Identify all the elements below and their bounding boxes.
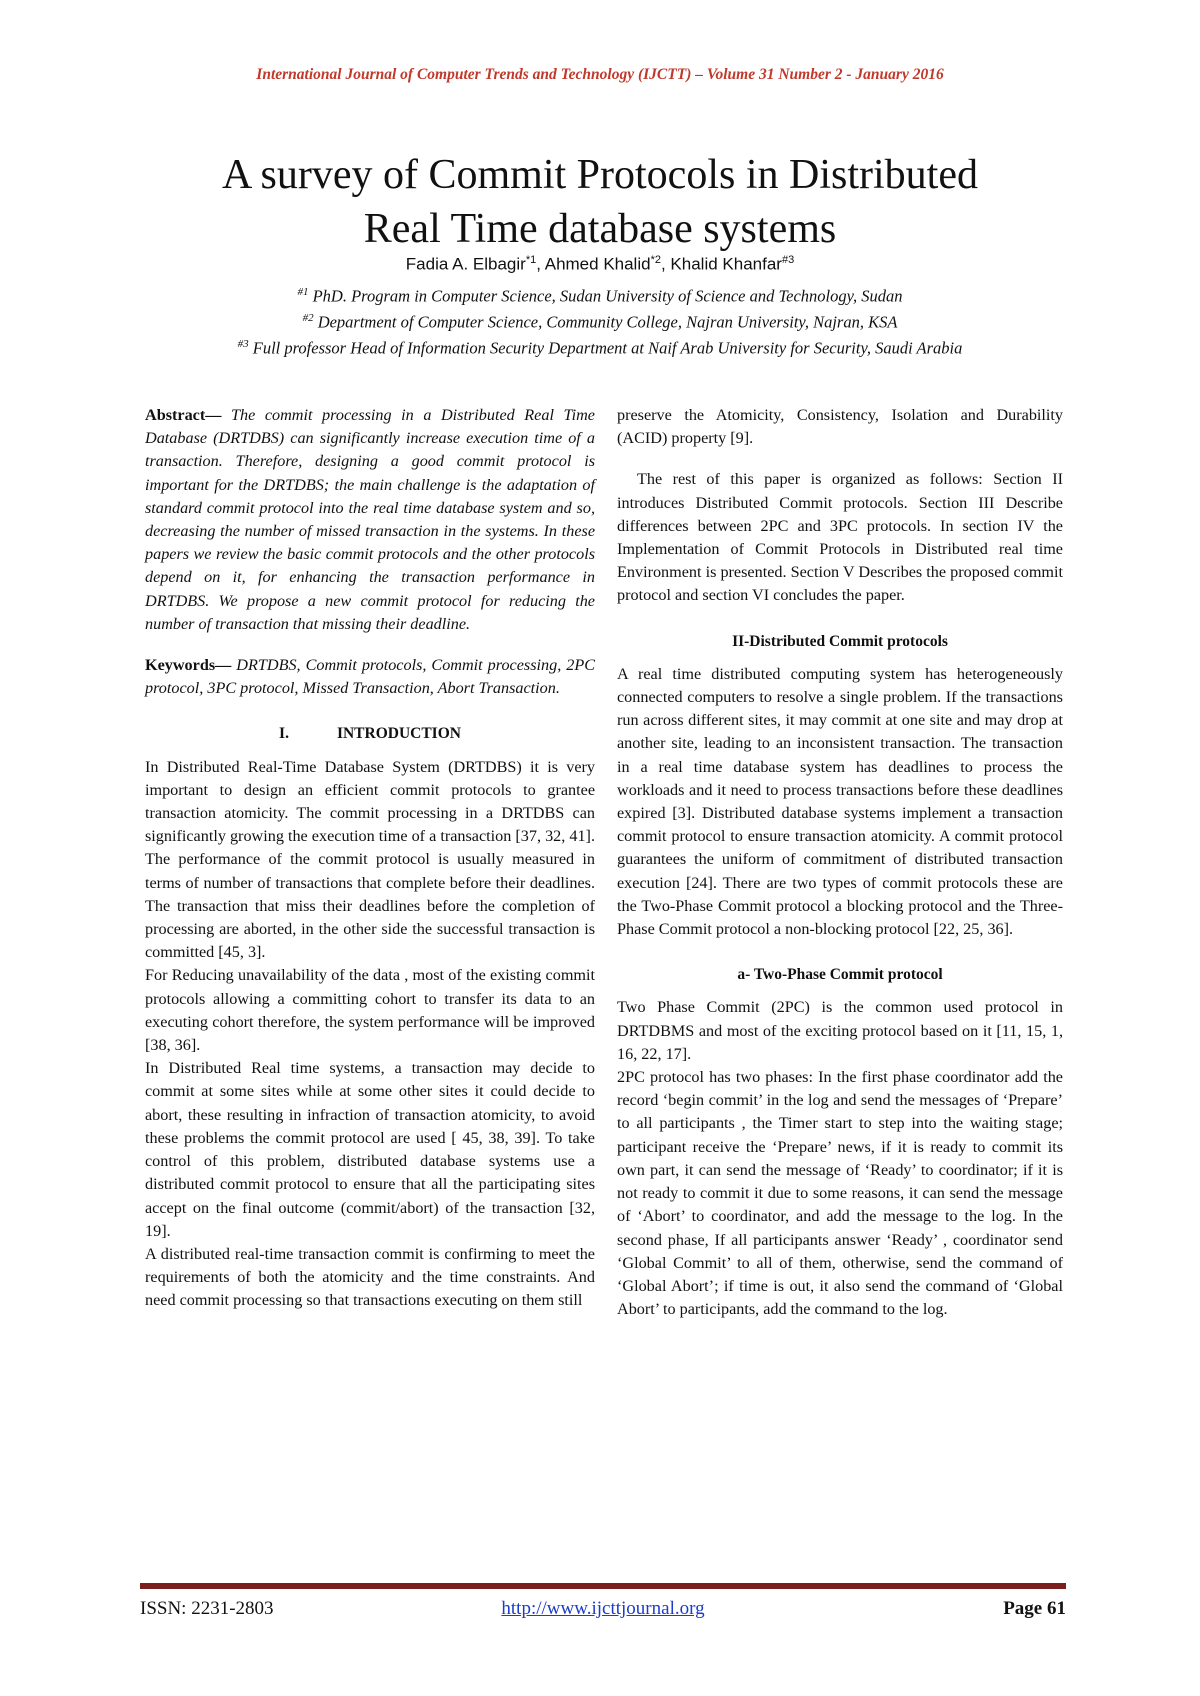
- keywords-label: Keywords—: [145, 656, 232, 675]
- paper-title: [100, 148, 1100, 256]
- intro-paragraph-4: A distributed real-time transaction commit is confirming to meet the requirements of both the atomicity and the time constraints. And need commit processing so that transactions executing on them still: [145, 1244, 595, 1310]
- right-paragraph-4: Two Phase Commit (2PC) is the common used protocol in DRTDBMS and most of the exciting protocol based on it [11, 15, 1, 16, 22, 17].: [617, 998, 1063, 1063]
- affiliation-3-sup: #3: [237, 338, 249, 350]
- keywords-text: DRTDBS, Commit protocols, Commit processing, 2PC protocol, 3PC protocol, Missed Transaction, Abort Transaction.: [145, 656, 595, 698]
- left-column: [145, 404, 595, 1313]
- right-paragraph-2: The rest of this paper is organized as follows: Section II introduces Distributed Commit protocols. Section III Describe differences between 2PC and 3PC protocols. In section IV the Implementation of Commit Protocols in Distributed real time Environment is presented. Section V Describes the proposed commit protocol and section VI concludes the paper.: [617, 470, 1063, 605]
- right-paragraph-3: A real time distributed computing system has heterogeneously connected computers to resolve a single problem. If the transactions run across different sites, it may commit at one site and may drop at another site, leading to an inconsistent transaction. The transaction in a real time database system has deadlines to process the workloads and it need to process transactions before these deadlines expired [3]. Distributed database systems implement a transaction commit protocol to ensure transaction atomicity. A commit protocol guarantees the uniform of commitment of distributed transaction execution [24]. There are two types of commit protocols these are the Two-Phase Commit protocol a blocking protocol and the Three-Phase Commit protocol a non-blocking protocol [22, 25, 36].: [617, 664, 1063, 939]
- author-2: , Ahmed Khalid: [536, 254, 651, 274]
- journal-header: International Journal of Computer Trends and Technology (IJCTT) – Volume 31 Number 2 - January 2016: [256, 66, 944, 83]
- title-line-2: Real Time database systems: [363, 206, 837, 252]
- abstract: [145, 404, 595, 636]
- keywords: [145, 654, 595, 700]
- abstract-text: The commit processing in a Distributed Real Time Database (DRTDBS) can significantly increase execution time of a transaction. Therefore, designing a good commit protocol is important for the DRTDBS; the main challenge is the adaptation of standard commit protocol into the real time database system and so, decreasing the number of missed transaction in the systems. In these papers we review the basic commit protocols and the other protocols depend on it, for enhancing the transaction performance in DRTDBS. We propose a new commit protocol for reducing the number of transaction that missing their deadline.: [145, 406, 595, 633]
- footer-page-number: Page 61: [1003, 1598, 1066, 1619]
- author-2-sup: *2: [650, 254, 661, 266]
- author-3-sup: #3: [781, 254, 795, 266]
- affiliation-1-sup: #1: [297, 286, 309, 298]
- affiliation-3: [0, 338, 1200, 359]
- section-number: I.: [279, 725, 289, 743]
- author-1-sup: *1: [525, 254, 537, 266]
- affiliation-2-text: Department of Computer Science, Community College, Najran University, Najran, KSA: [317, 312, 898, 332]
- author-1: Fadia A. Elbagir: [405, 254, 526, 274]
- affiliation-2: [0, 312, 1200, 333]
- affiliation-1: [0, 286, 1200, 307]
- author-3: , Khalid Khanfar: [660, 254, 782, 274]
- right-paragraph-1: preserve the Atomicity, Consistency, Isolation and Durability (ACID) property [9].: [617, 406, 1063, 448]
- right-paragraph-5: 2PC protocol has two phases: In the first phase coordinator add the record ‘begin commit’ in the log and send the messages of ‘Prepare’ to all participants , the Timer start to step into the waiting stage; participant receive the ‘Prepare’ news, if it is ready to commit its own part, it can send the message of ‘Ready’ to coordinator; if it is not ready to commit it due to some reasons, it can send the message of ‘Abort’ to coordinator, and add the message to the log. In the second phase, If all participants answer ‘Ready’ , coordinator send ‘Global Commit’ to all of them, otherwise, send the command of ‘Global Abort’; if time is out, it also send the command of ‘Global Abort’ to participants, add the command to the log.: [617, 1068, 1063, 1319]
- author-list: [0, 254, 1200, 275]
- section-heading-distributed-commit: II-Distributed Commit protocols: [732, 632, 948, 650]
- affiliation-1-text: PhD. Program in Computer Science, Sudan University of Science and Technology, Sudan: [312, 286, 903, 306]
- abstract-label: Abstract—: [145, 406, 222, 424]
- intro-paragraph-3: In Distributed Real time systems, a transaction may decide to commit at some sites while at some other sites it could decide to abort, these resulting in infraction of transaction atomicity, to avoid these problems the commit protocol are used [ 45, 38, 39]. To take control of this problem, distributed database systems use a distributed commit protocol to ensure that all the participating sites accept on the final outcome (commit/abort) of the transaction [32, 19].: [145, 1059, 595, 1240]
- intro-paragraph-1: In Distributed Real-Time Database System (DRTDBS) it is very important to design an efficient commit protocols to grantee transaction atomicity. The commit processing in a DRTDBS can significantly growing the execution time of a transaction [37, 32, 41]. The performance of the commit protocol is usually measured in terms of number of transactions that complete before their deadlines. The transaction that miss their deadlines before the completion of processing are aborted, in the other side the successful transaction is committed [45, 3].: [145, 757, 595, 962]
- section-heading-introduction: [145, 722, 595, 745]
- affiliation-2-sup: #2: [302, 312, 314, 324]
- section-title: INTRODUCTION: [336, 725, 461, 743]
- affiliation-3-text: Full professor Head of Information Security Department at Naif Arab University for Security, Saudi Arabia: [252, 338, 963, 358]
- footer-journal-link[interactable]: http://www.ijcttjournal.org: [501, 1598, 705, 1619]
- right-column: [617, 404, 1063, 1321]
- footer-rule: [140, 1583, 1066, 1589]
- footer-issn: ISSN: 2231-2803: [140, 1598, 274, 1619]
- intro-paragraph-2: For Reducing unavailability of the data , most of the existing commit protocols allowing a committing cohort to transfer its data to an executing cohort therefore, the system performance will be improved [38, 36].: [145, 966, 595, 1055]
- subsection-heading-2pc: a- Two-Phase Commit protocol: [737, 966, 943, 984]
- title-line-1: A survey of Commit Protocols in Distributed: [222, 152, 978, 198]
